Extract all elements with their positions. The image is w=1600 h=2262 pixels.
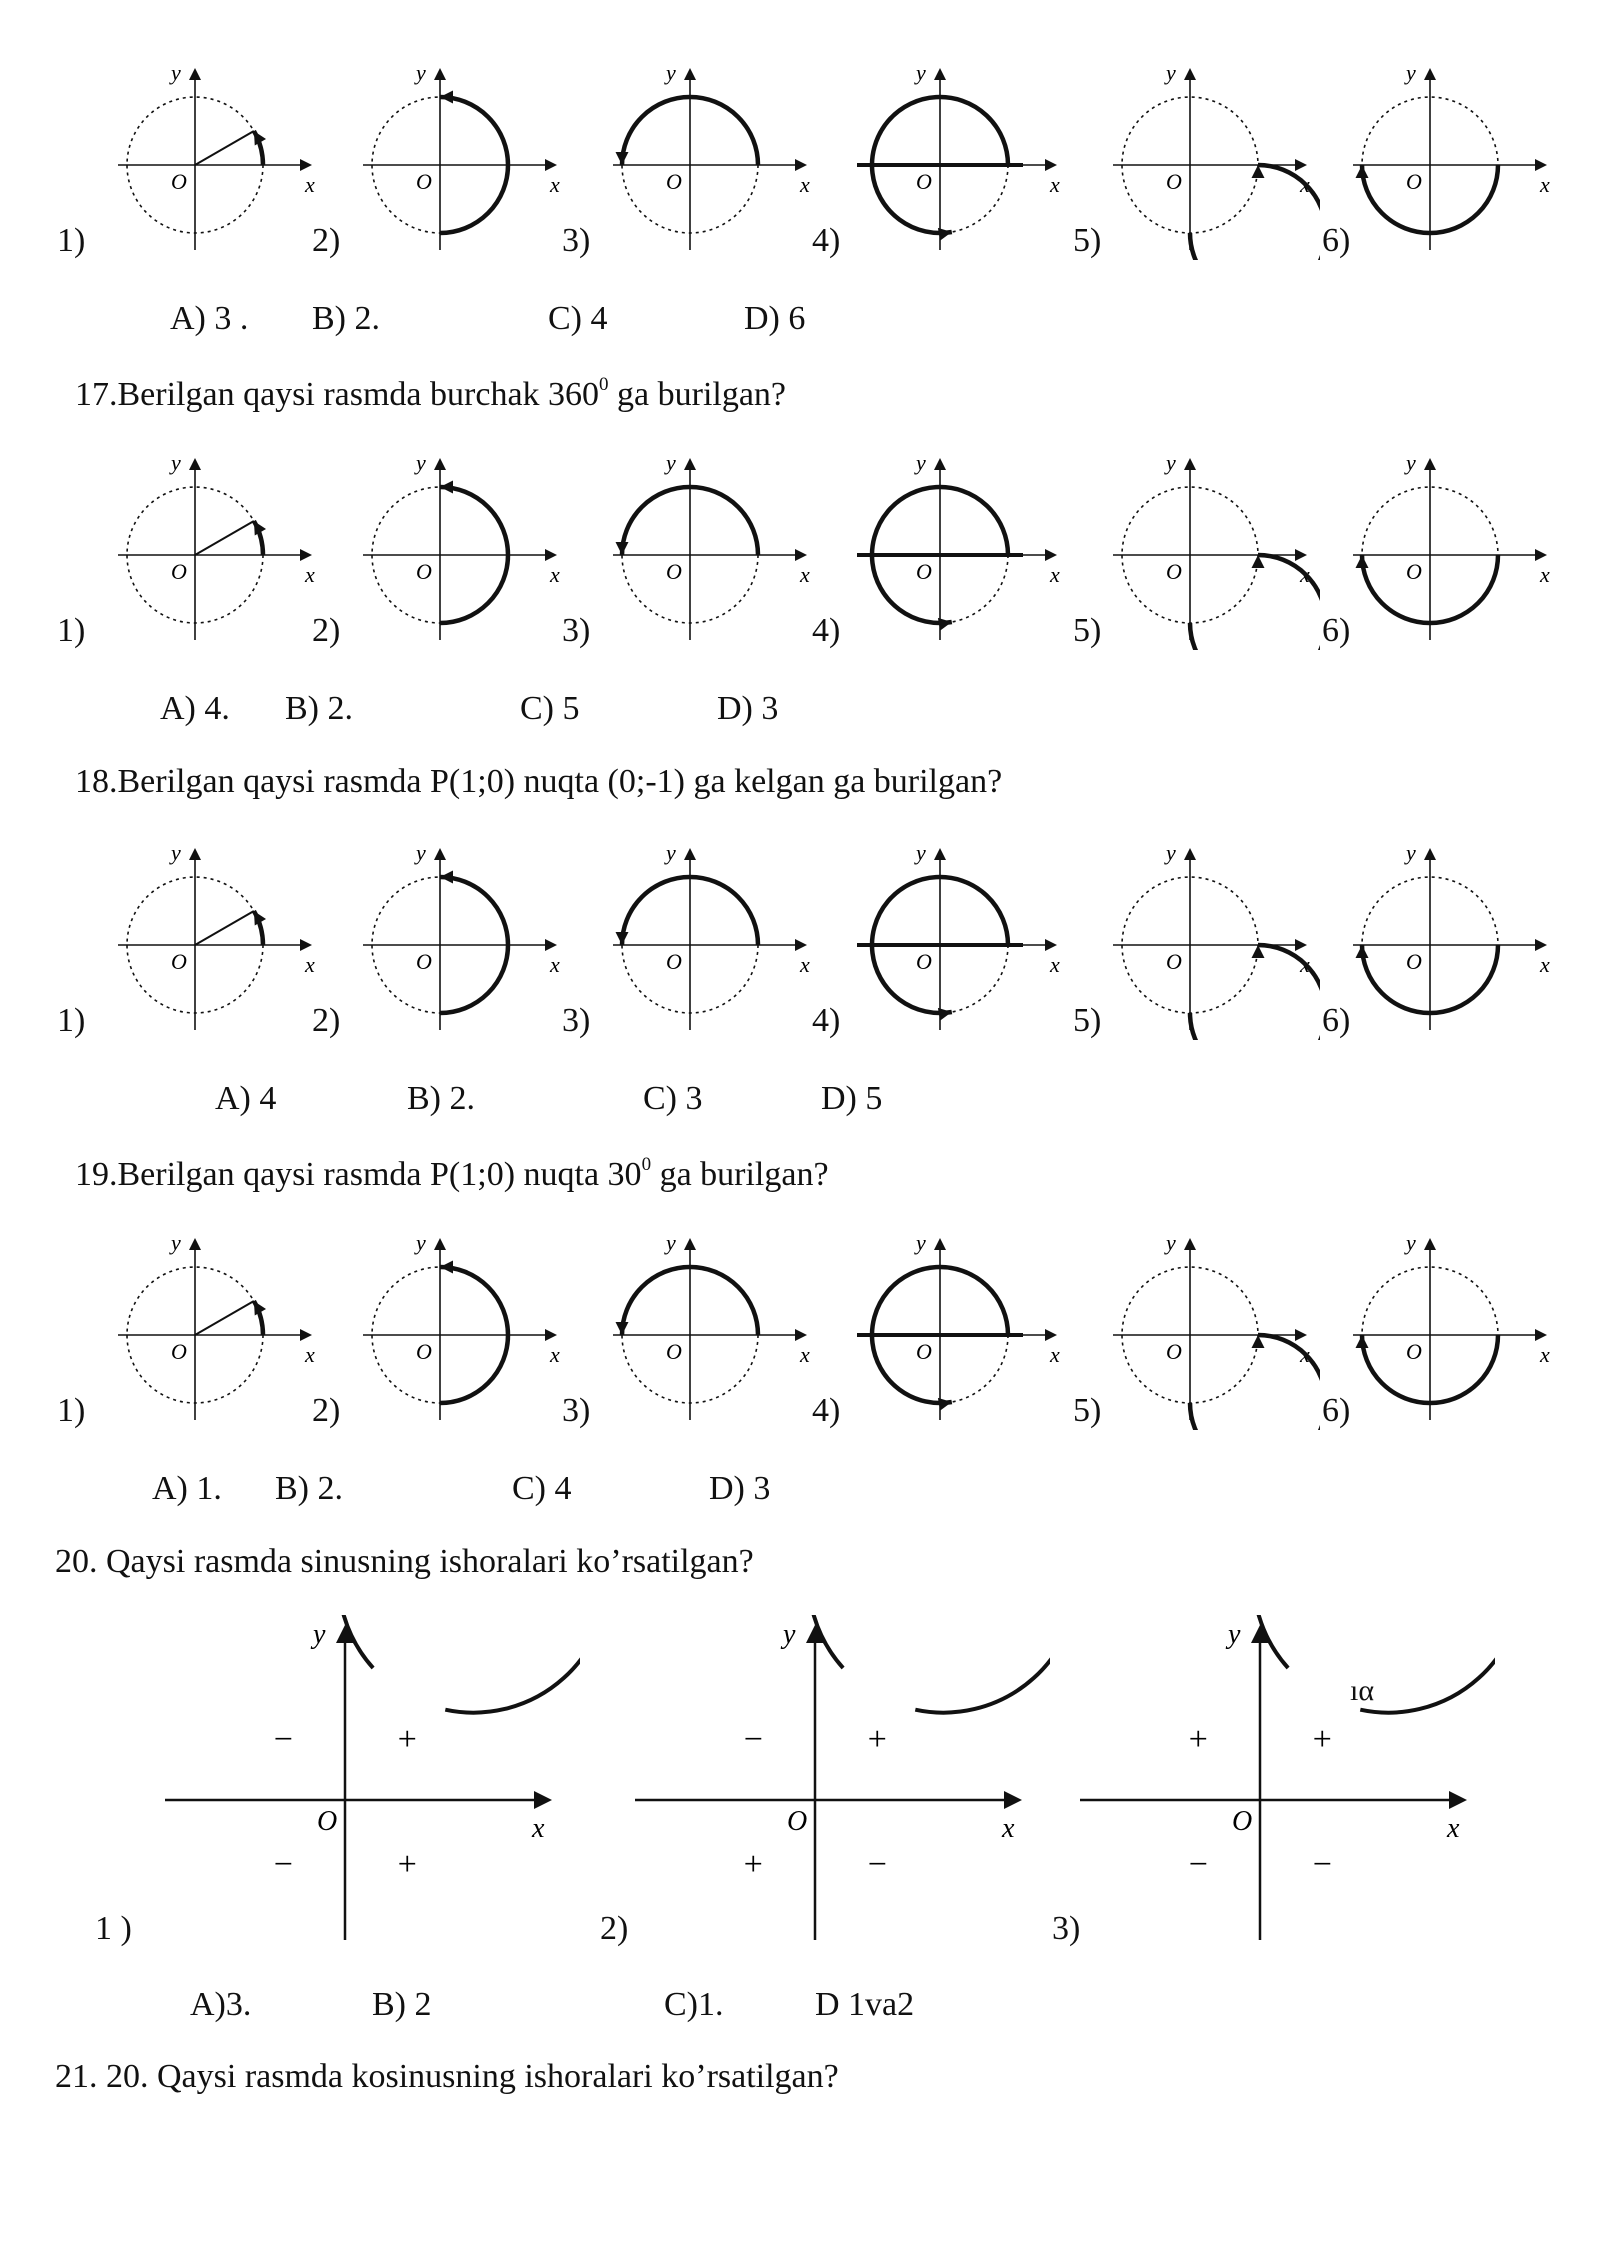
unit-circle-figure <box>110 840 325 1045</box>
sign-quadrant-1: + <box>395 1721 419 1758</box>
figure-number: 2) <box>312 1002 341 1039</box>
arrow-head <box>1184 848 1196 860</box>
y-axis-label: y <box>1166 1230 1176 1255</box>
figure-number: 4) <box>812 612 841 649</box>
arrow-head <box>1045 159 1057 171</box>
origin-label: O <box>916 949 932 974</box>
arrow-head <box>545 1329 557 1341</box>
unit-circle-svg <box>605 840 820 1040</box>
unit-circle-svg <box>1345 450 1560 650</box>
unit-circle-figure <box>355 60 570 265</box>
y-axis-label: y <box>313 1619 326 1650</box>
arrow-head <box>684 68 696 80</box>
unit-circle-figure <box>355 1230 570 1435</box>
figure-number: 1) <box>57 1392 86 1429</box>
y-axis-label: y <box>1406 60 1416 85</box>
arrow-head <box>1535 159 1547 171</box>
sign-quadrant-2: − <box>741 1721 765 1758</box>
origin-label: O <box>1166 949 1182 974</box>
sign-quadrant-1: + <box>1310 1721 1334 1758</box>
sign-quadrant-2: + <box>1186 1721 1210 1758</box>
origin-label: O <box>416 559 432 584</box>
sign-quadrant-4: − <box>1310 1846 1334 1883</box>
sign-quadrant-4: − <box>865 1846 889 1883</box>
arrow-head <box>1295 159 1307 171</box>
unit-circle-svg <box>355 840 570 1040</box>
y-axis-label: y <box>1166 60 1176 85</box>
unit-circle-svg <box>355 450 570 650</box>
unit-circle-svg <box>110 1230 325 1430</box>
sign-circle <box>338 1615 580 1713</box>
answer-option: A) 4 <box>215 1080 277 1117</box>
unit-circle-figure <box>605 840 820 1045</box>
x-axis-label: x <box>305 952 315 977</box>
figure-number: 4) <box>812 1392 841 1429</box>
rotation-arc <box>1190 1335 1320 1430</box>
arrow-head <box>300 939 312 951</box>
arrow-head <box>434 68 446 80</box>
arrow-head <box>1424 458 1436 470</box>
figure-number: 6) <box>1322 1002 1351 1039</box>
unit-circle-figure <box>605 60 820 265</box>
figure-number: 3) <box>562 222 591 259</box>
origin-label: O <box>1166 169 1182 194</box>
arrow-head <box>440 481 453 494</box>
x-axis-label: x <box>1300 952 1310 977</box>
figure-number: 1) <box>57 612 86 649</box>
sign-quadrant-3: + <box>741 1846 765 1883</box>
unit-circle-figure <box>110 1230 325 1435</box>
arrow-head <box>1424 1238 1436 1250</box>
arrow-head <box>684 458 696 470</box>
arrow-head <box>1535 549 1547 561</box>
radius-line <box>195 911 254 945</box>
answer-option: A) 4. <box>160 690 230 727</box>
unit-circle-svg <box>605 450 820 650</box>
x-axis-label: x <box>1300 1342 1310 1367</box>
x-axis-label: x <box>532 1813 545 1844</box>
figure-number: 5) <box>1073 1392 1102 1429</box>
y-axis-label: y <box>416 840 426 865</box>
stray-label: ıα <box>1350 1674 1375 1707</box>
unit-circle-figure <box>1105 450 1320 655</box>
arrow-head <box>545 159 557 171</box>
answer-option: B) 2 <box>372 1986 432 2023</box>
unit-circle-svg <box>1345 1230 1560 1430</box>
sign-circle-figure <box>1075 1615 1495 1950</box>
arrow-head <box>684 1238 696 1250</box>
unit-circle-svg <box>110 840 325 1040</box>
unit-circle-figure <box>1105 840 1320 1045</box>
origin-label: O <box>416 949 432 974</box>
origin-label: O <box>916 559 932 584</box>
figure-number: 2) <box>312 612 341 649</box>
origin-label: O <box>1406 1339 1422 1364</box>
arrow-head <box>1184 68 1196 80</box>
answer-option: B) 2. <box>285 690 353 727</box>
arrow-head <box>440 871 453 884</box>
origin-label: O <box>666 169 682 194</box>
unit-circle-svg <box>355 1230 570 1430</box>
unit-circle-svg <box>1345 60 1560 260</box>
rotation-arc <box>1190 555 1320 650</box>
arrow-head <box>1356 555 1369 568</box>
arrow-head <box>189 1238 201 1250</box>
arrow-head <box>1424 848 1436 860</box>
y-axis-label: y <box>171 60 181 85</box>
y-axis-label: y <box>1406 1230 1416 1255</box>
y-axis-label: y <box>916 60 926 85</box>
origin-label: O <box>666 1339 682 1364</box>
arrow-head <box>1449 1791 1467 1809</box>
arrow-head <box>795 939 807 951</box>
unit-circle-svg <box>355 60 570 260</box>
arrow-head <box>795 549 807 561</box>
answer-option: A)3. <box>190 1986 252 2023</box>
x-axis-label: x <box>1002 1813 1015 1844</box>
arrow-head <box>440 1261 453 1274</box>
x-axis-label: x <box>550 952 560 977</box>
unit-circle-figure <box>110 450 325 655</box>
arrow-head <box>1295 1329 1307 1341</box>
sign-circle-svg <box>630 1615 1050 1945</box>
x-axis-label: x <box>305 562 315 587</box>
arrow-head <box>300 549 312 561</box>
sign-circle-svg <box>160 1615 580 1945</box>
x-axis-label: x <box>1540 172 1550 197</box>
unit-circle-figure <box>1105 60 1320 265</box>
figure-number: 3) <box>562 1392 591 1429</box>
unit-circle-figure <box>355 840 570 1045</box>
unit-circle-figure <box>1345 450 1560 655</box>
unit-circle-svg <box>605 60 820 260</box>
answer-option: D) 6 <box>744 300 806 337</box>
arrow-head <box>434 848 446 860</box>
arrow-head <box>1184 1238 1196 1250</box>
x-axis-label: x <box>800 1342 810 1367</box>
y-axis-label: y <box>416 1230 426 1255</box>
x-axis-label: x <box>1540 1342 1550 1367</box>
sign-circle <box>808 1615 1050 1713</box>
arrow-head <box>684 848 696 860</box>
unit-circle-figure <box>855 60 1070 265</box>
arrow-head <box>545 939 557 951</box>
unit-circle-svg <box>855 840 1070 1040</box>
arrow-head <box>795 1329 807 1341</box>
answer-option: B) 2. <box>275 1470 343 1507</box>
unit-circle-figure <box>1345 840 1560 1045</box>
arrow-head <box>616 152 629 165</box>
arrow-head <box>1295 549 1307 561</box>
arrow-head <box>1356 945 1369 958</box>
sign-quadrant-3: − <box>1186 1846 1210 1883</box>
arrow-head <box>1424 68 1436 80</box>
x-axis-label: x <box>550 562 560 587</box>
arrow-head <box>1295 939 1307 951</box>
arrow-head <box>1184 458 1196 470</box>
unit-circle-svg <box>855 450 1070 650</box>
y-axis-label: y <box>1406 450 1416 475</box>
answer-option: B) 2. <box>407 1080 475 1117</box>
origin-label: O <box>916 169 932 194</box>
origin-label: O <box>171 559 187 584</box>
figure-number: 6) <box>1322 612 1351 649</box>
x-axis-label: x <box>1540 562 1550 587</box>
answer-option: C)1. <box>664 1986 724 2023</box>
answer-option: D) 5 <box>821 1080 883 1117</box>
x-axis-label: x <box>1050 1342 1060 1367</box>
x-axis-label: x <box>550 172 560 197</box>
x-axis-label: x <box>1447 1813 1460 1844</box>
unit-circle-figure <box>855 450 1070 655</box>
figure-number: 1) <box>57 1002 86 1039</box>
arrow-head <box>616 542 629 555</box>
y-axis-label: y <box>416 60 426 85</box>
figure-number: 6) <box>1322 222 1351 259</box>
unit-circle-svg <box>1105 450 1320 650</box>
arrow-head <box>1045 549 1057 561</box>
x-axis-label: x <box>800 952 810 977</box>
answer-option: B) 2. <box>312 300 380 337</box>
figure-number: 2) <box>600 1910 629 1947</box>
arrow-head <box>189 68 201 80</box>
x-axis-label: x <box>800 562 810 587</box>
y-axis-label: y <box>171 450 181 475</box>
y-axis-label: y <box>916 840 926 865</box>
figure-number: 1 ) <box>95 1910 132 1947</box>
arrow-head <box>545 549 557 561</box>
arrow-head <box>534 1791 552 1809</box>
y-axis-label: y <box>1228 1619 1241 1650</box>
sign-circle-figure <box>630 1615 1050 1950</box>
origin-label: O <box>1406 949 1422 974</box>
answer-option: C) 3 <box>643 1080 703 1117</box>
figure-number: 3) <box>562 612 591 649</box>
answer-option: C) 4 <box>512 1470 572 1507</box>
figure-number: 3) <box>1052 1910 1081 1947</box>
unit-circle-figure <box>605 450 820 655</box>
origin-label: O <box>1232 1806 1253 1837</box>
unit-circle-svg <box>1345 840 1560 1040</box>
arrow-head <box>1535 939 1547 951</box>
x-axis-label: x <box>800 172 810 197</box>
y-axis-label: y <box>1406 840 1416 865</box>
x-axis-label: x <box>1540 952 1550 977</box>
arrow-head <box>440 91 453 104</box>
arrow-head <box>434 458 446 470</box>
answer-option: C) 5 <box>520 690 580 727</box>
origin-label: O <box>416 1339 432 1364</box>
sign-circle-svg <box>1075 1615 1495 1945</box>
unit-circle-figure <box>1345 60 1560 265</box>
arrow-head <box>934 848 946 860</box>
question-20: 20. Qaysi rasmda sinusning ishoralari ko’rsatilgan? <box>55 1543 754 1580</box>
figure-number: 4) <box>812 1002 841 1039</box>
arrow-head <box>934 458 946 470</box>
unit-circle-figure <box>1345 1230 1560 1435</box>
figure-number: 2) <box>312 1392 341 1429</box>
arrow-head <box>300 159 312 171</box>
arrow-head <box>1535 1329 1547 1341</box>
figure-number: 3) <box>562 1002 591 1039</box>
arrow-head <box>934 1238 946 1250</box>
question-21: 21. 20. Qaysi rasmda kosinusning ishoralari ko’rsatilgan? <box>55 2058 839 2095</box>
arrow-head <box>1004 1791 1022 1809</box>
arrow-head <box>616 932 629 945</box>
origin-label: O <box>317 1806 338 1837</box>
y-axis-label: y <box>416 450 426 475</box>
x-axis-label: x <box>1300 562 1310 587</box>
origin-label: O <box>1406 559 1422 584</box>
unit-circle-figure <box>855 840 1070 1045</box>
unit-circle-svg <box>110 60 325 260</box>
rotation-arc <box>1190 945 1320 1040</box>
arrow-head <box>300 1329 312 1341</box>
sign-quadrant-2: − <box>271 1721 295 1758</box>
origin-label: O <box>171 949 187 974</box>
figure-number: 1) <box>57 222 86 259</box>
arrow-head <box>434 1238 446 1250</box>
y-axis-label: y <box>916 450 926 475</box>
y-axis-label: y <box>916 1230 926 1255</box>
figure-number: 5) <box>1073 222 1102 259</box>
unit-circle-figure <box>605 1230 820 1435</box>
x-axis-label: x <box>1300 172 1310 197</box>
y-axis-label: y <box>666 450 676 475</box>
arrow-head <box>1356 1335 1369 1348</box>
arrow-head <box>1356 165 1369 178</box>
figure-number: 6) <box>1322 1392 1351 1429</box>
question-19: 19.Berilgan qaysi rasmda P(1;0) nuqta $30^0$ ga burilgan? <box>75 1154 829 1193</box>
x-axis-label: x <box>1050 952 1060 977</box>
origin-label: O <box>787 1806 808 1837</box>
arrow-head <box>616 1322 629 1335</box>
y-axis-label: y <box>666 60 676 85</box>
unit-circle-figure <box>1105 1230 1320 1435</box>
answer-option: A) 3 . <box>170 300 249 337</box>
unit-circle-svg <box>1105 1230 1320 1430</box>
unit-circle-svg <box>1105 840 1320 1040</box>
question-17: 17.Berilgan qaysi rasmda burchak $360^0$ ga burilgan? <box>75 374 787 413</box>
radius-line <box>195 131 254 165</box>
unit-circle-svg <box>855 1230 1070 1430</box>
origin-label: O <box>1166 559 1182 584</box>
arrow-head <box>795 159 807 171</box>
sign-quadrant-3: − <box>271 1846 295 1883</box>
arrow-head <box>189 848 201 860</box>
unit-circle-svg <box>110 450 325 650</box>
x-axis-label: x <box>305 1342 315 1367</box>
sign-circle-figure <box>160 1615 580 1950</box>
rotation-arc <box>1190 165 1320 260</box>
answer-option: D) 3 <box>709 1470 771 1507</box>
origin-label: O <box>916 1339 932 1364</box>
figure-number: 5) <box>1073 1002 1102 1039</box>
arrow-head <box>1045 939 1057 951</box>
y-axis-label: y <box>171 840 181 865</box>
origin-label: O <box>171 1339 187 1364</box>
arrow-head <box>1045 1329 1057 1341</box>
sign-quadrant-4: + <box>395 1846 419 1883</box>
answer-option: D) 3 <box>717 690 779 727</box>
x-axis-label: x <box>1050 172 1060 197</box>
figure-number: 5) <box>1073 612 1102 649</box>
y-axis-label: y <box>1166 450 1176 475</box>
origin-label: O <box>416 169 432 194</box>
sign-circle <box>1253 1615 1495 1713</box>
unit-circle-figure <box>855 1230 1070 1435</box>
radius-line <box>195 1301 254 1335</box>
unit-circle-figure <box>355 450 570 655</box>
arrow-head <box>934 68 946 80</box>
x-axis-label: x <box>550 1342 560 1367</box>
y-axis-label: y <box>666 1230 676 1255</box>
answer-option: C) 4 <box>548 300 608 337</box>
origin-label: O <box>1166 1339 1182 1364</box>
sign-quadrant-1: + <box>865 1721 889 1758</box>
origin-label: O <box>666 949 682 974</box>
x-axis-label: x <box>1050 562 1060 587</box>
y-axis-label: y <box>666 840 676 865</box>
answer-option: A) 1. <box>152 1470 222 1507</box>
y-axis-label: y <box>783 1619 796 1650</box>
unit-circle-svg <box>1105 60 1320 260</box>
figure-number: 4) <box>812 222 841 259</box>
origin-label: O <box>1406 169 1422 194</box>
unit-circle-figure <box>110 60 325 265</box>
origin-label: O <box>171 169 187 194</box>
x-axis-label: x <box>305 172 315 197</box>
answer-option: D 1va2 <box>815 1986 915 2023</box>
figure-number: 2) <box>312 222 341 259</box>
unit-circle-svg <box>605 1230 820 1430</box>
arrow-head <box>189 458 201 470</box>
question-18: 18.Berilgan qaysi rasmda P(1;0) nuqta (0;-1) ga kelgan ga burilgan? <box>75 763 1003 800</box>
origin-label: O <box>666 559 682 584</box>
radius-line <box>195 521 254 555</box>
unit-circle-svg <box>855 60 1070 260</box>
y-axis-label: y <box>1166 840 1176 865</box>
y-axis-label: y <box>171 1230 181 1255</box>
